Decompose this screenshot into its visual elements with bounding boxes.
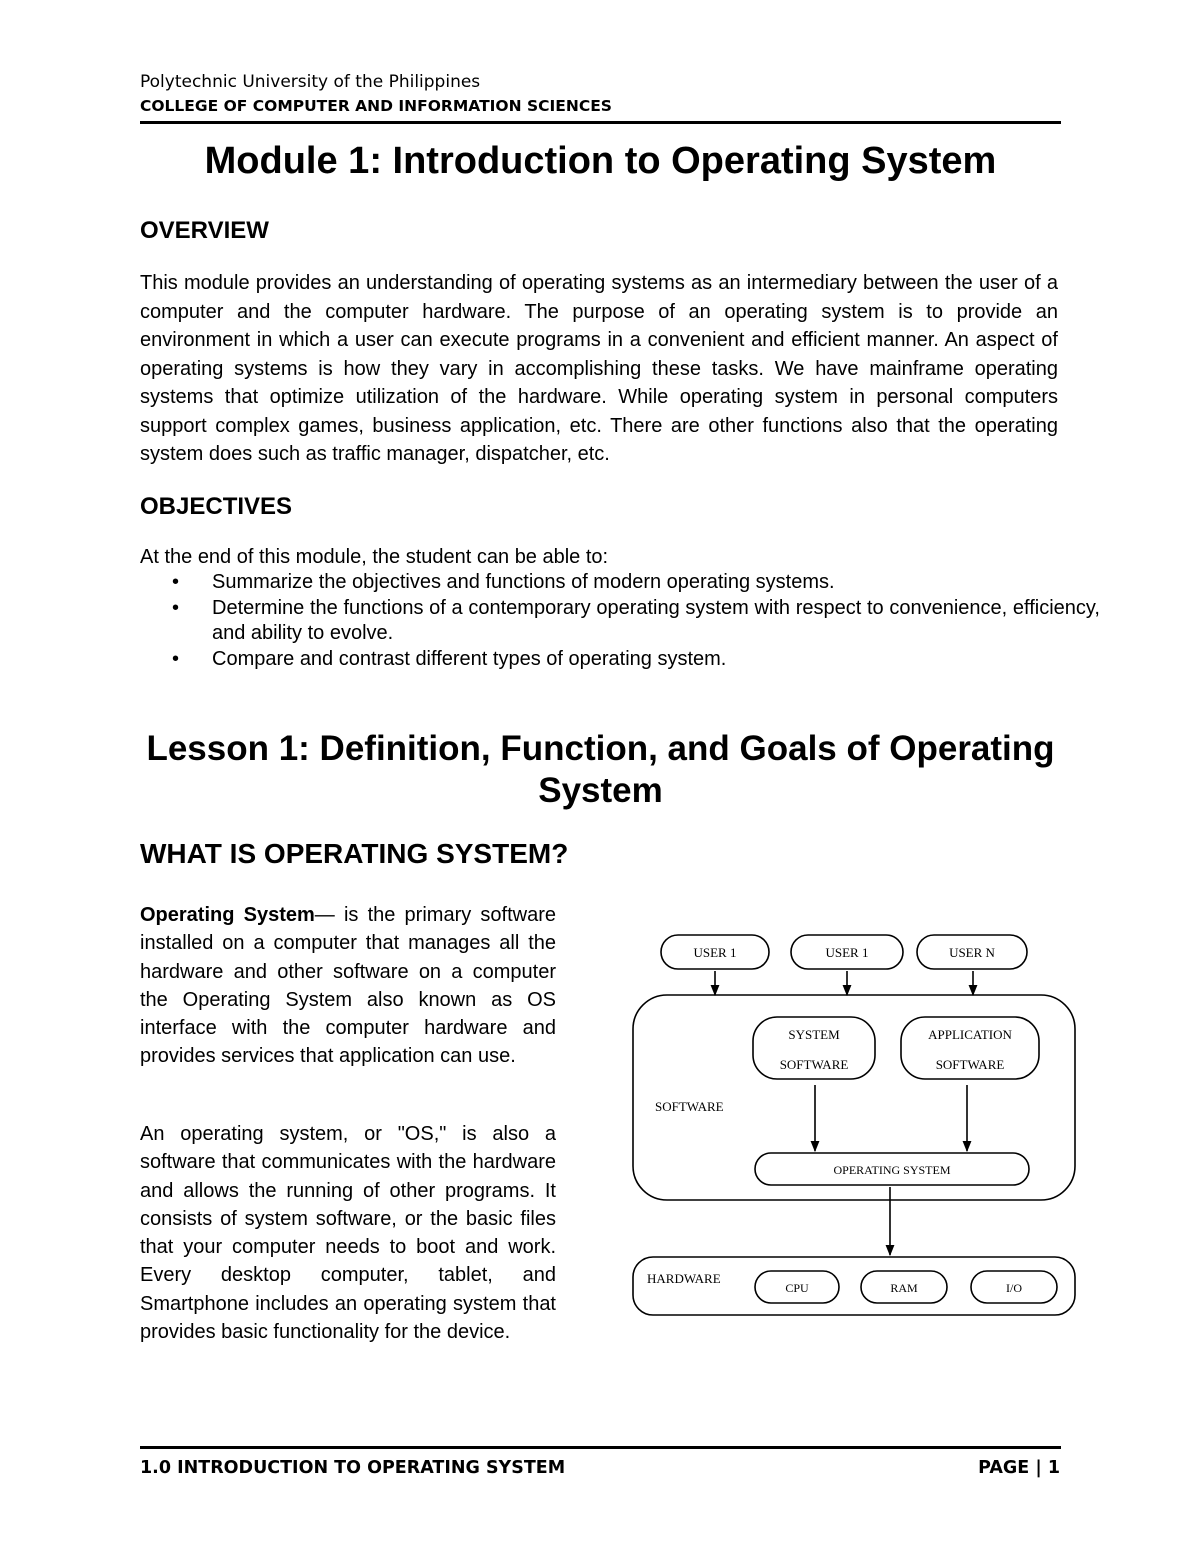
- operating-system-label: OPERATING SYSTEM: [833, 1163, 951, 1177]
- system-software-label: SYSTEM: [788, 1027, 840, 1042]
- section-heading: WHAT IS OPERATING SYSTEM?: [140, 838, 569, 869]
- user-label: USER N: [949, 945, 995, 960]
- bullet-icon: •: [172, 596, 180, 619]
- objectives-intro: At the end of this module, the student can be able to:: [140, 546, 609, 568]
- list-item: • Determine the functions of a contemporary operating system with respect to convenience, efficiency, and ability to evolve.: [172, 596, 1100, 644]
- lesson-title: Lesson 1: Definition, Function, and Goals of Operating System: [146, 729, 1055, 810]
- objectives-list: [170, 570, 1100, 672]
- overview-paragraph: This module provides an understanding of operating systems as an intermediary between the user of a computer and the computer hardware. The purpose of an operating system is to provide an environment in which a user can execute programs in a convenient and efficient manner. An aspect of operating systems is how they vary in accomplishing these tasks. We have mainframe operating systems that optimize utilization of the hardware. While operating system in personal computers support complex games, business application, etc. There are other functions also that the operating system does such as traffic manager, dispatcher, etc.: [140, 272, 1058, 465]
- system-software-label: SOFTWARE: [779, 1057, 849, 1072]
- college-name: COLLEGE OF COMPUTER AND INFORMATION SCIENCES: [140, 97, 612, 115]
- page-number: PAGE | 1: [978, 1458, 1060, 1478]
- objectives-heading: OBJECTIVES: [140, 493, 293, 520]
- list-item: • Compare and contrast different types of operating system.: [212, 647, 1100, 673]
- header-divider: [140, 121, 1061, 124]
- bullet-icon: •: [172, 571, 180, 593]
- io-label: I/O: [1006, 1281, 1022, 1295]
- os-architecture-diagram: [625, 925, 1085, 1325]
- footer-divider: [140, 1446, 1061, 1449]
- user-label: USER 1: [693, 945, 737, 960]
- footer-module-title: 1.0 INTRODUCTION TO OPERATING SYSTEM: [140, 1458, 566, 1478]
- list-item: • Summarize the objectives and functions of modern operating systems.: [212, 570, 1100, 596]
- bullet-icon: •: [172, 647, 180, 670]
- definition-term: Operating System: [140, 904, 315, 926]
- user-label: USER 1: [825, 945, 869, 960]
- institution-name: Polytechnic University of the Philippines: [140, 72, 481, 92]
- software-label: SOFTWARE: [655, 1099, 724, 1114]
- application-software-label: SOFTWARE: [935, 1057, 1005, 1072]
- os-paragraph: An operating system, or "OS," is also a software that communicates with the hardware and allows the running of other programs. It consists of system software, or the basic files that your computer needs to boot and work. Every desktop computer, tablet, and Smartphone includes an operating system that provides basic functionality for the device.: [140, 1123, 556, 1344]
- ram-label: RAM: [890, 1281, 918, 1295]
- cpu-label: CPU: [785, 1281, 809, 1295]
- hardware-label: HARDWARE: [647, 1271, 721, 1286]
- overview-heading: OVERVIEW: [140, 217, 269, 244]
- definition-paragraph: Operating System— is the primary software installed on a computer that manages all the hardware and other software on a computer the Operating System also known as OS interface with the computer hardware and provides services that application can use.: [140, 904, 556, 1068]
- module-title: Module 1: Introduction to Operating System: [204, 140, 997, 182]
- application-software-label: APPLICATION: [928, 1027, 1012, 1042]
